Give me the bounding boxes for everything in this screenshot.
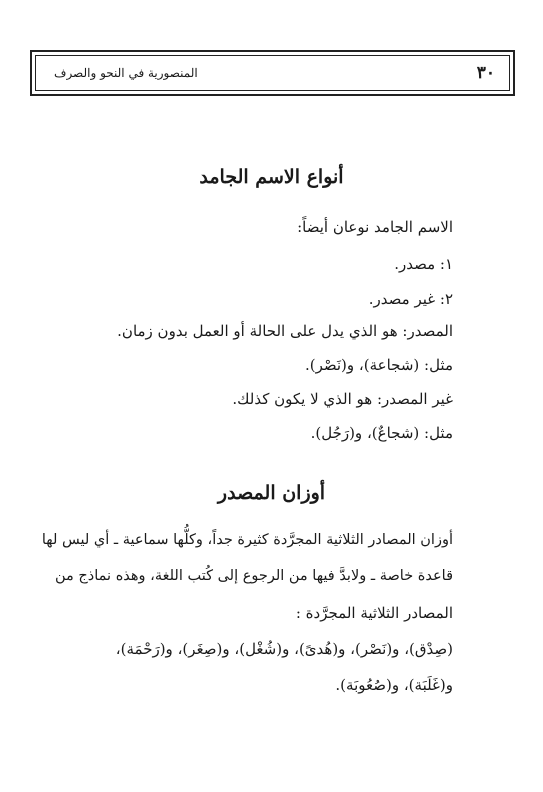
list-item-ghayr-masdar: ٢: غير مصدر. bbox=[368, 290, 453, 308]
definition-ghayr-masdar: غير المصدر: هو الذي لا يكون كذلك. bbox=[232, 390, 453, 408]
page-header-frame bbox=[30, 50, 515, 96]
section-heading-jamid-types: أنواع الاسم الجامد bbox=[199, 166, 344, 188]
paragraph-line: المصادر الثلاثية المجرَّدة : bbox=[295, 604, 453, 622]
definition-masdar: المصدر: هو الذي يدل على الحالة أو العمل بدون زمان. bbox=[117, 322, 453, 340]
paragraph-line: الاسم الجامد نوعان أيضاً: bbox=[297, 218, 453, 236]
page-header bbox=[35, 55, 510, 91]
examples-line: (صِدْق)، و(نَصْر)، و(هُدىً)، و(شُغْل)، و(صِغَر)، و(رَحْمَة)، bbox=[115, 640, 453, 658]
paragraph-line: قاعدة خاصة ـ ولابدَّ فيها من الرجوع إلى كُتب اللغة، وهذه نماذج من bbox=[55, 568, 453, 584]
paragraph-line: أوزان المصادر الثلاثية المجرَّدة كثيرة جداً، وكلُّها سماعية ـ أي ليس لها bbox=[41, 532, 453, 548]
examples-line: و(غَلَبَة)، و(صُعُوبَة). bbox=[335, 676, 453, 694]
example-ghayr-masdar: مثل: (شجاعٌ)، و(رَجُل). bbox=[310, 424, 453, 442]
page-number: ٣٠ bbox=[476, 63, 495, 83]
running-title: المنصورية في النحو والصرف bbox=[54, 66, 198, 80]
section-heading-masdar-patterns: أوزان المصدر bbox=[217, 482, 326, 504]
list-item-masdar: ١: مصدر. bbox=[394, 255, 453, 273]
example-masdar: مثل: (شجاعة)، و(نَصْر). bbox=[304, 356, 453, 374]
